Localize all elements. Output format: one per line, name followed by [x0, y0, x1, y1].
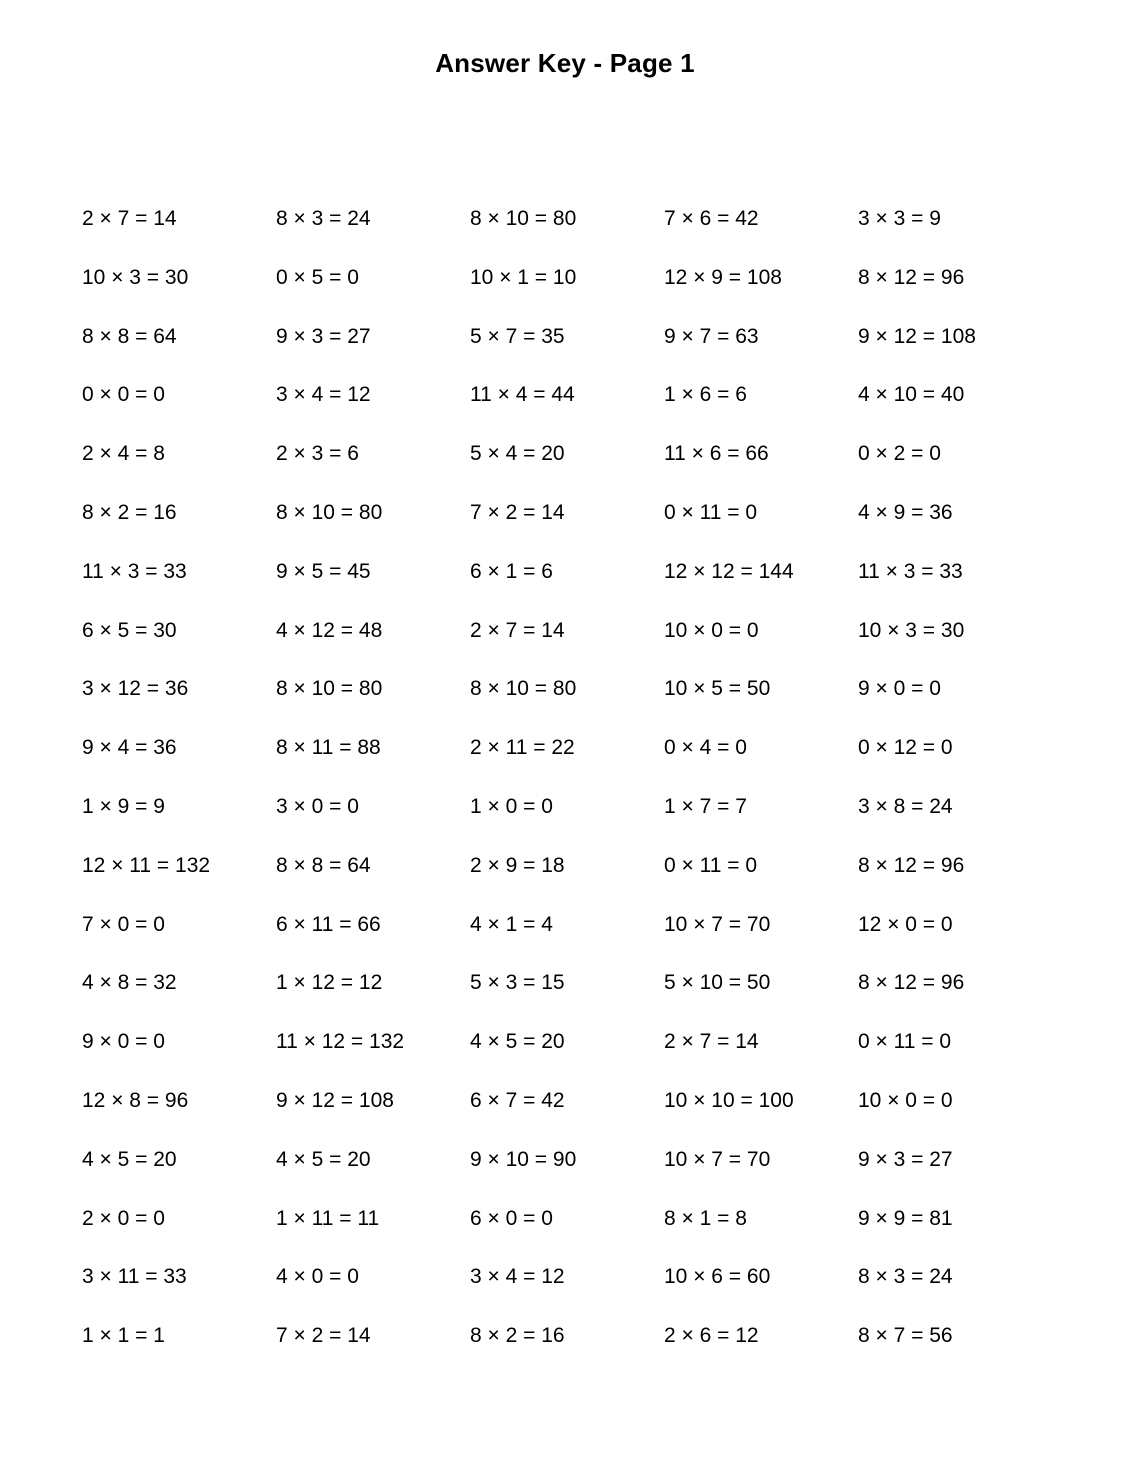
answer-cell: 6 × 5 = 30 [82, 618, 177, 642]
answer-cell: 11 × 3 = 33 [858, 559, 963, 583]
answer-row [82, 1319, 1062, 1378]
answer-cell: 8 × 10 = 80 [470, 677, 577, 701]
answer-cell: 0 × 11 = 0 [858, 1030, 952, 1054]
answer-cell: 10 × 7 = 70 [664, 1147, 771, 1171]
answer-cell: 9 × 3 = 27 [276, 324, 371, 348]
answer-cell: 6 × 1 = 6 [470, 559, 553, 583]
answer-row [82, 261, 1062, 320]
answer-cell: 10 × 3 = 30 [82, 265, 189, 289]
answer-row [82, 731, 1062, 790]
answer-cell: 2 × 4 = 8 [82, 442, 165, 466]
answer-cell: 7 × 2 = 14 [276, 1324, 371, 1348]
answer-cell: 8 × 10 = 80 [276, 677, 383, 701]
answer-cell: 8 × 12 = 96 [858, 971, 965, 995]
answer-cell: 3 × 0 = 0 [276, 794, 359, 818]
answer-cell: 0 × 0 = 0 [82, 383, 165, 407]
answer-cell: 4 × 0 = 0 [276, 1265, 359, 1289]
answer-cell: 9 × 3 = 27 [858, 1147, 953, 1171]
answer-cell: 3 × 4 = 12 [470, 1265, 565, 1289]
answer-cell: 3 × 8 = 24 [858, 794, 953, 818]
answer-cell: 10 × 7 = 70 [664, 912, 771, 936]
answer-cell: 11 × 3 = 33 [82, 559, 187, 583]
answer-cell: 6 × 0 = 0 [470, 1206, 553, 1230]
answer-cell: 4 × 5 = 20 [470, 1030, 565, 1054]
answer-cell: 11 × 6 = 66 [664, 442, 769, 466]
answer-cell: 8 × 2 = 16 [82, 500, 177, 524]
answer-row [82, 672, 1062, 731]
answer-cell: 4 × 5 = 20 [276, 1147, 371, 1171]
answer-cell: 0 × 5 = 0 [276, 265, 359, 289]
answer-cell: 4 × 12 = 48 [276, 618, 383, 642]
answer-cell: 1 × 12 = 12 [276, 971, 383, 995]
answer-cell: 3 × 3 = 9 [858, 207, 941, 230]
answer-cell: 9 × 0 = 0 [858, 677, 941, 701]
answer-cell: 5 × 7 = 35 [470, 324, 565, 348]
answer-cell: 8 × 10 = 80 [276, 500, 383, 524]
answer-row [82, 1025, 1062, 1084]
answer-cell: 8 × 12 = 96 [858, 265, 965, 289]
answer-cell: 11 × 12 = 132 [276, 1030, 405, 1054]
answer-row [82, 202, 1062, 261]
answer-cell: 10 × 0 = 0 [664, 618, 759, 642]
answer-cell: 2 × 6 = 12 [664, 1324, 759, 1348]
answer-cell: 1 × 9 = 9 [82, 794, 165, 818]
answer-cell: 0 × 4 = 0 [664, 736, 747, 760]
answer-cell: 8 × 11 = 88 [276, 736, 381, 760]
answer-cell: 2 × 7 = 14 [664, 1030, 759, 1054]
answer-cell: 12 × 12 = 144 [664, 559, 794, 583]
answer-cell: 12 × 9 = 108 [664, 265, 782, 289]
answer-cell: 8 × 8 = 64 [276, 853, 371, 877]
answer-cell: 11 × 4 = 44 [470, 383, 575, 407]
answer-cell: 5 × 4 = 20 [470, 442, 565, 466]
answer-cell: 1 × 11 = 11 [276, 1206, 380, 1230]
answer-cell: 2 × 7 = 14 [470, 618, 565, 642]
answer-cell: 10 × 6 = 60 [664, 1265, 771, 1289]
answer-cell: 10 × 5 = 50 [664, 677, 771, 701]
answer-cell: 2 × 9 = 18 [470, 853, 565, 877]
answer-cell: 8 × 3 = 24 [276, 207, 371, 230]
answer-row [82, 1260, 1062, 1319]
answer-cell: 4 × 8 = 32 [82, 971, 177, 995]
answer-cell: 8 × 8 = 64 [82, 324, 177, 348]
answer-cell: 9 × 7 = 63 [664, 324, 759, 348]
answer-cell: 9 × 9 = 81 [858, 1206, 953, 1230]
answer-cell: 5 × 10 = 50 [664, 971, 771, 995]
answer-cell: 9 × 5 = 45 [276, 559, 371, 583]
answer-cell: 9 × 12 = 108 [858, 324, 976, 348]
page-title: Answer Key - Page 1 [435, 48, 695, 78]
answer-cell: 8 × 1 = 8 [664, 1206, 747, 1230]
answer-cell: 0 × 11 = 0 [664, 500, 758, 524]
answer-row [82, 496, 1062, 555]
answer-cell: 7 × 0 = 0 [82, 912, 165, 936]
answer-cell: 8 × 7 = 56 [858, 1324, 953, 1348]
answer-row [82, 1143, 1062, 1202]
answer-row [82, 790, 1062, 849]
answer-cell: 3 × 11 = 33 [82, 1265, 187, 1289]
answer-cell: 3 × 4 = 12 [276, 383, 371, 407]
answer-row [82, 320, 1062, 379]
answer-cell: 10 × 3 = 30 [858, 618, 965, 642]
answer-cell: 3 × 12 = 36 [82, 677, 189, 701]
answer-row [82, 849, 1062, 908]
answer-cell: 7 × 6 = 42 [664, 207, 759, 230]
answer-cell: 5 × 3 = 15 [470, 971, 565, 995]
answer-cell: 12 × 11 = 132 [82, 853, 211, 877]
answer-cell: 10 × 10 = 100 [664, 1088, 794, 1112]
answer-row [82, 1202, 1062, 1261]
answer-row [82, 437, 1062, 496]
answer-cell: 9 × 0 = 0 [82, 1030, 165, 1054]
answer-cell: 2 × 3 = 6 [276, 442, 359, 466]
answer-cell: 6 × 11 = 66 [276, 912, 381, 936]
answer-cell: 4 × 10 = 40 [858, 383, 965, 407]
answer-cell: 9 × 4 = 36 [82, 736, 177, 760]
answer-row [82, 555, 1062, 614]
answer-row [82, 1084, 1062, 1143]
answer-cell: 12 × 8 = 96 [82, 1088, 189, 1112]
answer-cell: 8 × 3 = 24 [858, 1265, 953, 1289]
answer-cell: 7 × 2 = 14 [470, 500, 565, 524]
answer-cell: 8 × 12 = 96 [858, 853, 965, 877]
answer-row [82, 966, 1062, 1025]
answer-cell: 8 × 2 = 16 [470, 1324, 565, 1348]
answer-grid [82, 202, 1062, 1378]
answer-cell: 2 × 11 = 22 [470, 736, 575, 760]
answer-cell: 4 × 1 = 4 [470, 912, 553, 936]
answer-cell: 1 × 6 = 6 [664, 383, 747, 407]
answer-cell: 9 × 12 = 108 [276, 1088, 394, 1112]
answer-cell: 1 × 7 = 7 [664, 794, 747, 818]
answer-cell: 2 × 0 = 0 [82, 1206, 165, 1230]
answer-cell: 1 × 1 = 1 [82, 1324, 165, 1348]
answer-cell: 12 × 0 = 0 [858, 912, 953, 936]
answer-cell: 0 × 12 = 0 [858, 736, 953, 760]
answer-cell: 4 × 9 = 36 [858, 500, 953, 524]
answer-cell: 10 × 0 = 0 [858, 1088, 953, 1112]
answer-cell: 0 × 11 = 0 [664, 853, 758, 877]
answer-cell: 9 × 10 = 90 [470, 1147, 577, 1171]
answer-cell: 6 × 7 = 42 [470, 1088, 565, 1112]
answer-row [82, 614, 1062, 673]
answer-cell: 1 × 0 = 0 [470, 794, 553, 818]
answer-cell: 0 × 2 = 0 [858, 442, 941, 466]
answer-row [82, 908, 1062, 967]
answer-cell: 2 × 7 = 14 [82, 207, 177, 230]
answer-cell: 4 × 5 = 20 [82, 1147, 177, 1171]
answer-cell: 8 × 10 = 80 [470, 207, 577, 230]
answer-cell: 10 × 1 = 10 [470, 265, 577, 289]
answer-row [82, 378, 1062, 437]
